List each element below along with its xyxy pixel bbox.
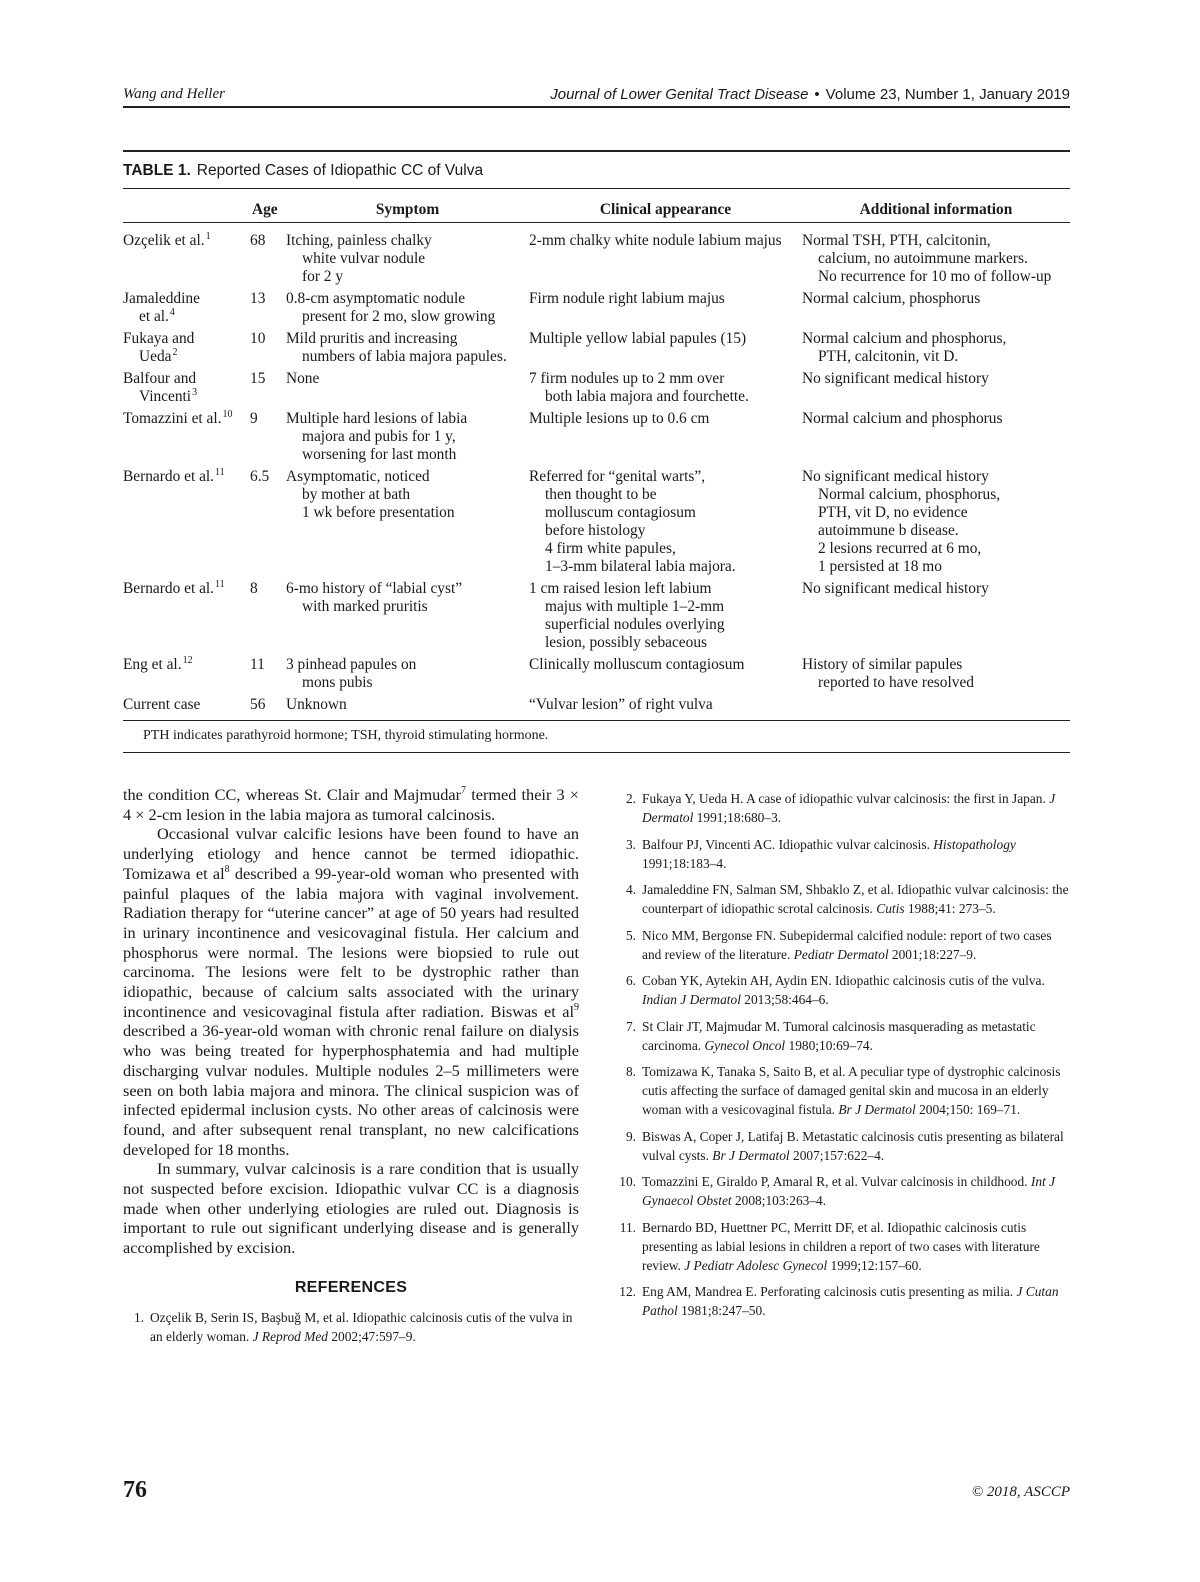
author-citation: 2 [172,347,178,358]
cell-line: both labia majora and fourchette. [545,388,749,405]
cell-line [123,468,250,486]
reference-number: 3. [625,836,636,852]
col-header-author [123,189,250,223]
cell-author [123,326,250,366]
reference-citation: 1988;41: 273–5. [904,901,996,916]
reference-journal: Br J Dermatol [712,1147,790,1163]
author-text: Bernardo et al. [123,468,215,485]
reference-item [615,1062,1070,1119]
reference-citation: 1980;10:69–74. [785,1037,873,1053]
reference-journal: J Dermatol [642,791,1056,825]
cell-line: reported to have resolved [818,674,974,691]
reference-text: St Clair JT, Majmudar M. Tumoral calcinosis masquerading as metastatic carcinoma. [642,1018,1036,1053]
table-body [123,223,1070,721]
cell-line: autoimmune b disease. [818,522,959,539]
cell-line: present for 2 mo, slow growing [302,308,496,325]
table-header-row [123,189,1070,223]
cell-line [123,308,250,326]
cell-symptom [286,464,529,576]
author-citation: 12 [182,655,193,666]
table-row [123,406,1070,464]
author-citation: 3 [192,387,198,398]
table-footnote: PTH indicates parathyroid hormone; TSH, thyroid stimulating hormone. [123,720,1070,753]
col-header-age: Age [250,189,286,223]
reference-citation: 2002;47:597–9. [328,1328,416,1344]
reference-citation: 2004;150: 169–71. [915,1102,1021,1117]
cell-line: No significant medical history [802,580,989,597]
cell-author [123,692,250,720]
cell-line: by mother at bath [302,486,411,503]
cell-additional [802,692,1070,720]
paragraph-3: In summary, vulvar calcinosis is a rare condition that is usually not suspected before excision. Idiopathic vulvar CC is a diagnosis made when other underlying etiologies are ruled out. Diagnosis is important to rule out significant underlying disease and is generally accomplished by excision. [123,1159,579,1258]
running-head [123,86,1070,108]
paragraph-1 [123,785,579,824]
reference-journal: J Pediatr Adolesc Gynecol [684,1257,828,1273]
cell-age: 10 [250,330,266,347]
cell-author [123,366,250,406]
reference-journal: Histopathology [933,836,1016,852]
reference-journal: Cutis [876,901,905,916]
cell-line: 2 lesions recurred at 6 mo, [818,540,982,557]
reference-number: 9. [625,1128,636,1144]
cell-line [123,410,250,428]
cell-age: 8 [250,580,258,597]
reference-item [615,880,1070,918]
cell-line: 1 wk before presentation [302,504,455,521]
reference-text: Eng AM, Mandrea E. Perforating calcinosis cutis presenting as milia. [642,1284,1017,1299]
cell-line: 1–3-mm bilateral labia majora. [545,558,736,575]
author-citation: 10 [222,409,233,420]
cell-author [123,464,250,576]
cell-symptom [286,286,529,326]
cell-age: 11 [250,656,265,673]
cell-additional [802,366,1070,406]
running-head-journal-info [550,86,1070,103]
cell-age: 15 [250,370,266,387]
cell-symptom [286,576,529,652]
cell-clinical [529,286,802,326]
cell-line: before histology [545,522,646,539]
cell-clinical [529,464,802,576]
cell-line: No significant medical history [802,468,989,485]
cell-line: “Vulvar lesion” of right vulva [529,696,713,713]
cell-line: Normal calcium and phosphorus [802,410,1003,427]
cell-line: Mild pruritis and increasing [286,330,458,347]
reference-journal: J Cutan Pathol [642,1284,1059,1318]
cell-author [123,576,250,652]
cell-line: majus with multiple 1–2-mm [545,598,725,615]
reference-text: Bernardo BD, Huettner PC, Merritt DF, et al. Idiopathic calcinosis cutis presenting as labial lesions in children a report of two cases with literature review. [642,1219,1040,1273]
author-text: Current case [123,696,201,713]
cell-author [123,223,250,287]
author-text: Vincenti [139,388,192,405]
cell-line: 2-mm chalky white nodule labium majus [529,232,782,249]
table-row [123,464,1070,576]
cell-line: superficial nodules overlying [545,616,725,633]
cell-line: 4 firm white papules, [545,540,676,557]
paragraph-1-text-a: the condition CC, whereas St. Clair and Majmudar [123,785,462,804]
journal-name: Journal of Lower Genital Tract Disease [550,86,809,103]
cell-line [123,388,250,406]
right-column [615,789,1070,1328]
cell-additional [802,286,1070,326]
reference-number: 5. [625,927,636,943]
table-caption: Reported Cases of Idiopathic CC of Vulva [196,162,484,179]
reference-number: 6. [625,973,636,988]
author-citation: 4 [169,307,175,318]
cell-line: mons pubis [302,674,373,691]
cell-line [123,290,250,308]
cell-line: Unknown [286,696,347,713]
reference-text: Balfour PJ, Vincenti AC. Idiopathic vulvar calcinosis. [642,836,934,852]
cell-symptom [286,326,529,366]
paragraph-2-text-b: described a 99-year-old woman who presented with painful plaques of the labia majora with vaginal involvement. Radiation therapy for “uterine cancer” at age of 50 years had resulted in urinary incontinence and vesicovaginal fistula. Her calcium and phosphorus were normal. The lesions were biopsied to rule out carcinoma. The lesions were felt to be dystrophic rather than idiopathic, because of calcium salts associated with the urinary incontinence and vesicovaginal fistula after radiation. Biswas et al [123,863,579,1021]
cell-author [123,286,250,326]
table-row [123,366,1070,406]
reference-number: 4. [625,882,636,897]
cell-line [123,696,250,714]
author-text: et al. [139,308,169,325]
cell-clinical [529,223,802,287]
reference-item [615,1282,1070,1320]
cell-clinical [529,692,802,720]
cell-additional [802,652,1070,692]
cell-symptom [286,366,529,406]
cell-line: then thought to be [545,486,657,503]
cell-line: Referred for “genital warts”, [529,468,706,485]
cell-line [123,580,250,598]
reference-number: 11. [619,1219,636,1235]
reference-text: Biswas A, Coper J, Latifaj B. Metastatic calcinosis cutis presenting as bilateral vulval cysts. [642,1128,1064,1163]
cell-line: 1 cm raised lesion left labium [529,580,712,597]
cell-clinical [529,366,802,406]
cell-line: molluscum contagiosum [545,504,696,521]
copyright-notice: © 2018, ASCCP [971,1484,1070,1500]
paragraph-1-text-b: termed their 3 × 4 × 2-cm lesion in the labia majora as tumoral calcinosis. [123,785,579,824]
cell-line [123,370,250,388]
citation-9: 9 [574,1001,579,1013]
cell-age: 68 [250,232,266,249]
reference-citation: 1981;8:247–50. [677,1303,766,1318]
reference-citation: 2001;18:227–9. [888,946,977,962]
cell-additional [802,576,1070,652]
cell-additional [802,223,1070,287]
author-text: Ueda [139,348,172,365]
cell-line: worsening for last month [302,446,457,463]
author-citation: 1 [205,231,211,242]
cell-clinical [529,406,802,464]
paragraph-2-text-c: described a 36-year-old woman with chronic renal failure on dialysis who was being treated for hyperphosphatemia and had multiple discharging vulvar nodules. Multiple nodules 2–5 millimeters were seen on both labia majora and minora. The clinical suspicion was of infected epidermal inclusion cysts. No other areas of calcinosis were found, and after subsequent renal transplant, no new calcifications developed for 18 months. [123,1021,579,1159]
cell-additional [802,326,1070,366]
reference-number: 7. [625,1018,636,1034]
cell-line: numbers of labia majora papules. [302,348,507,365]
running-head-authors: Wang and Heller [123,86,225,102]
cases-table [123,189,1070,720]
col-header-additional: Additional information [802,189,1070,223]
journal-volume: Volume 23, Number 1, January 2019 [825,86,1070,103]
bullet-separator: • [814,86,820,103]
author-text: Balfour and [123,370,197,387]
reference-text: Ozçelik B, Serin IS, Başbuğ M, et al. Idiopathic calcinosis cutis of the vulva in an elderly woman. [150,1309,573,1344]
reference-number: 10. [619,1174,636,1189]
reference-journal: J Reprod Med [252,1328,328,1344]
cell-line: PTH, vit D, no evidence [818,504,968,521]
cell-author [123,652,250,692]
cell-line: No recurrence for 10 mo of follow-up [818,268,1052,285]
cell-line: Firm nodule right labium majus [529,290,725,307]
reference-journal: Int J Gynaecol Obstet [642,1174,1056,1208]
cell-line: None [286,370,320,387]
cell-line: Asymptomatic, noticed [286,468,430,485]
cell-line: Normal TSH, PTH, calcitonin, [802,232,991,249]
cell-age: 9 [250,410,258,427]
cell-line: white vulvar nodule [302,250,426,267]
left-column [123,785,579,1352]
col-header-symptom: Symptom [286,189,529,223]
cell-line: calcium, no autoimmune markers. [818,250,1028,267]
reference-citation: 1991;18:680–3. [693,810,782,825]
reference-text: Tomizawa K, Tanaka S, Saito B, et al. A peculiar type of dystrophic calcinosis cutis affecting the surface of damaged genital skin and mucosa in an elderly woman with a vesicovaginal fistula. [642,1064,1061,1117]
cell-symptom [286,223,529,287]
author-text: Eng et al. [123,656,182,673]
reference-text: Coban YK, Aytekin AH, Aydin EN. Idiopathic calcinosis cutis of the vulva. [642,973,1045,988]
reference-text: Jamaleddine FN, Salman SM, Shbaklo Z, et al. Idiopathic vulvar calcinosis: the counterpart of idiopathic scrotal calcinosis. [642,882,1069,916]
table-label: TABLE 1. [123,162,191,179]
reference-journal: Gynecol Oncol [704,1037,786,1053]
cell-age: 56 [250,696,266,713]
table-1 [123,150,1070,753]
reference-citation: 1999;12:157–60. [827,1257,922,1273]
reference-item [615,1127,1070,1165]
reference-journal: Indian J Dermatol [642,992,741,1007]
cell-line: 6-mo history of “labial cyst” [286,580,463,597]
cell-additional [802,406,1070,464]
author-citation: 11 [215,467,225,478]
reference-journal: Br J Dermatol [838,1102,916,1117]
cell-symptom [286,406,529,464]
reference-item [123,1308,579,1346]
reference-number: 12. [619,1284,636,1299]
reference-citation: 2007;157:622–4. [789,1147,885,1163]
reference-number: 1. [133,1309,144,1325]
cell-line: Normal calcium and phosphorus, [802,330,1007,347]
cell-line: 3 pinhead papules on [286,656,417,673]
cell-line: Itching, painless chalky [286,232,432,249]
col-header-clinical: Clinical appearance [529,189,802,223]
table-row [123,326,1070,366]
table-row [123,692,1070,720]
cell-line: lesion, possibly sebaceous [545,634,708,651]
references-heading: REFERENCES [294,1278,408,1296]
reference-item [615,1172,1070,1210]
cell-additional [802,464,1070,576]
cell-line: majora and pubis for 1 y, [302,428,456,445]
paragraph-2 [123,824,579,1159]
reference-item [615,835,1070,873]
cell-line [123,330,250,348]
author-text: Ozçelik et al. [123,232,205,249]
table-row [123,576,1070,652]
cell-author [123,406,250,464]
reference-text: Nico MM, Bergonse FN. Subepidermal calcified nodule: report of two cases and review of the literature. [642,927,1052,962]
cell-line: 7 firm nodules up to 2 mm over [529,370,725,387]
cell-clinical [529,652,802,692]
cell-line [123,232,250,250]
cell-line: Clinically molluscum contagiosum [529,656,745,673]
reference-text: Fukaya Y, Ueda H. A case of idiopathic vulvar calcinosis: the first in Japan. [642,791,1050,806]
table-title [123,152,1070,189]
reference-citation: 2013;58:464–6. [740,992,829,1007]
cell-line: 0.8-cm asymptomatic nodule [286,290,466,307]
author-text: Fukaya and [123,330,195,347]
references-list-right [615,789,1070,1320]
cell-line: with marked pruritis [302,598,428,615]
cell-line: Multiple yellow labial papules (15) [529,330,747,347]
cell-line [123,656,250,674]
table-row [123,652,1070,692]
page-number: 76 [123,1477,147,1503]
cell-symptom [286,652,529,692]
cell-line [123,348,250,366]
table-row [123,223,1070,287]
cell-line: PTH, calcitonin, vit D. [818,348,959,365]
references-list-left [123,1308,579,1346]
cell-line: Multiple lesions up to 0.6 cm [529,410,710,427]
cell-line: for 2 y [302,268,344,285]
cell-clinical [529,326,802,366]
cell-line: 1 persisted at 18 mo [818,558,942,575]
citation-8: 8 [224,863,230,875]
reference-number: 8. [625,1064,636,1079]
reference-item [615,971,1070,1009]
reference-number: 2. [625,791,636,806]
reference-item [615,926,1070,964]
cell-line: Normal calcium, phosphorus, [818,486,1001,503]
paragraph-2-text-a: Occasional vulvar calcific lesions have been found to have an underlying etiology and hence cannot be termed idiopathic. Tomizawa et al [123,824,579,883]
cell-line: No significant medical history [802,370,989,387]
citation-7: 7 [461,785,467,796]
cell-age: 13 [250,290,266,307]
cell-line: History of similar papules [802,656,963,673]
cell-symptom [286,692,529,720]
author-citation: 11 [215,579,225,590]
reference-text: Tomazzini E, Giraldo P, Amaral R, et al. Vulvar calcinosis in childhood. [642,1174,1031,1189]
cell-line: Normal calcium, phosphorus [802,290,981,307]
reference-item [615,789,1070,827]
cell-line: Multiple hard lesions of labia [286,410,468,427]
cell-age: 6.5 [250,468,270,485]
author-text: Tomazzini et al. [123,410,222,427]
reference-journal: Pediatr Dermatol [793,946,889,962]
author-text: Bernardo et al. [123,580,215,597]
reference-citation: 1991;18:183–4. [642,855,727,871]
reference-citation: 2008;103:263–4. [731,1193,827,1208]
table-row [123,286,1070,326]
reference-item [615,1218,1070,1275]
cell-clinical [529,576,802,652]
author-text: Jamaleddine [123,290,200,307]
reference-item [615,1017,1070,1055]
